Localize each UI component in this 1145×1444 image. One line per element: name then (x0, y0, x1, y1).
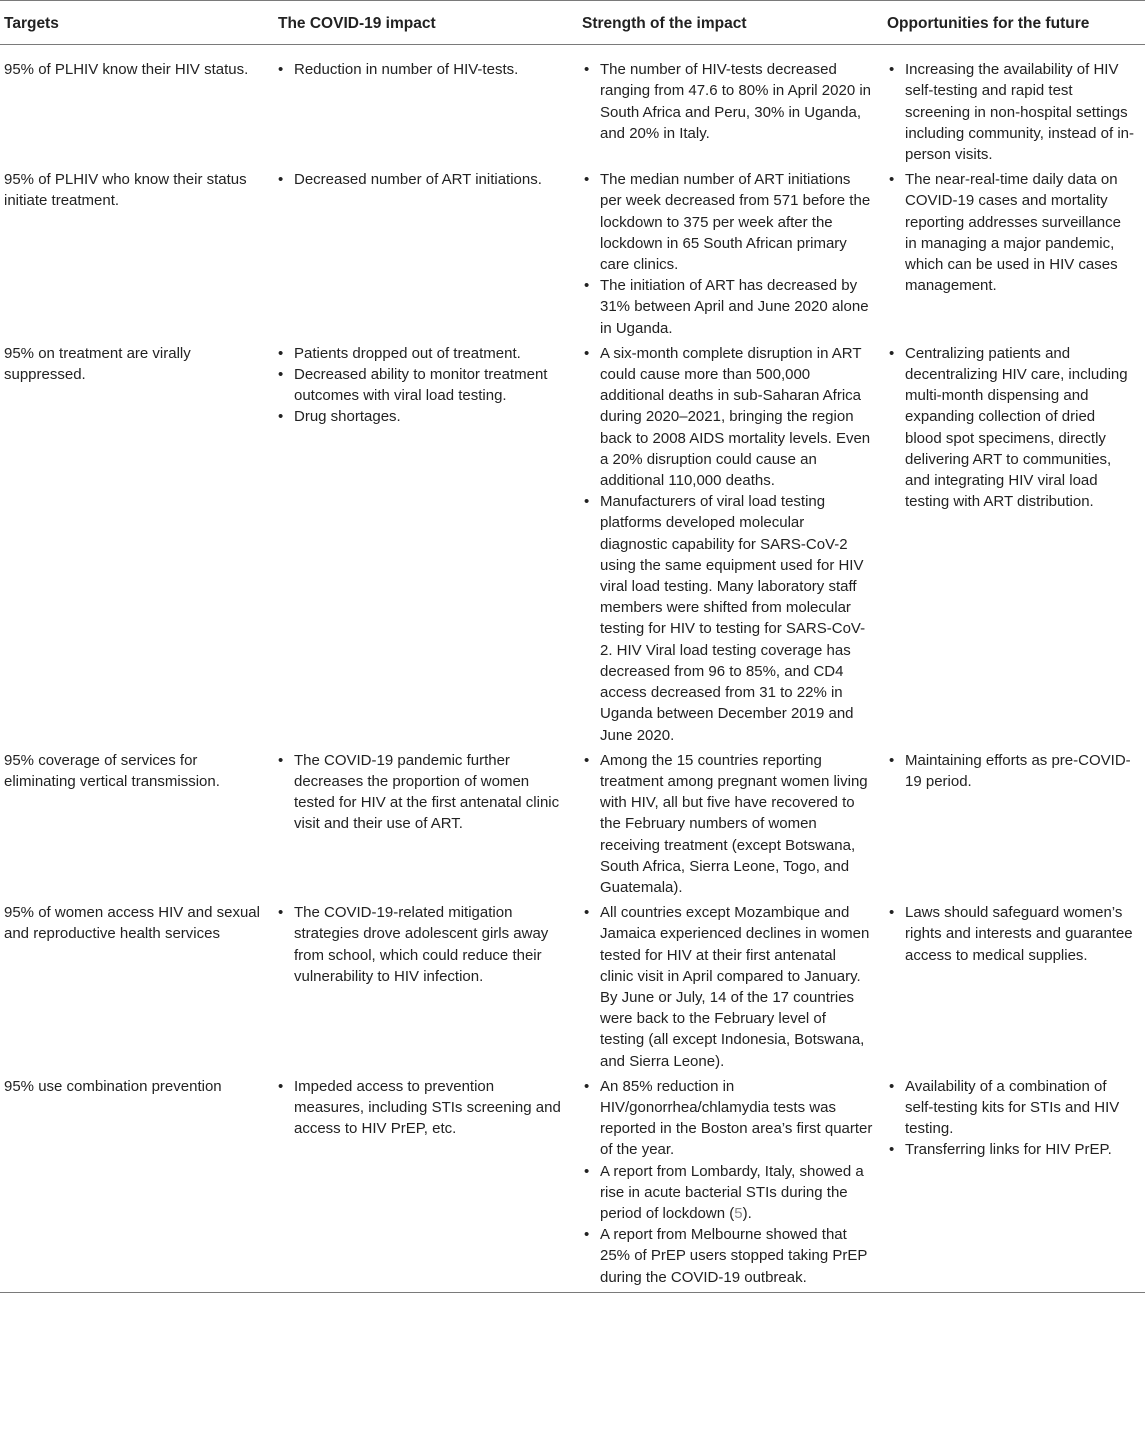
strength-cell (578, 898, 883, 1072)
table-row (0, 1072, 1145, 1293)
target-cell: 95% on treatment are virally suppressed. (4, 344, 191, 384)
list-item: • Reduction in number of HIV-tests. (278, 59, 568, 80)
opportunities-cell (883, 45, 1145, 166)
list-item: • Manufacturers of viral load testing platforms developed molecular diagnostic capability for SARS-CoV-2 using the same equipment used for HIV viral load testing. Many laboratory staff members were shifted from molecular testing for HIV to testing for SARS-CoV-2. HIV Viral load testing coverage has decreased from 96 to 85%, and CD4 access decreased from 31 to 22% in Uganda between December 2019 and June 2020. (584, 491, 873, 745)
list-item: • The median number of ART initiations per week decreased from 571 before the lockdown to 375 per week after the lockdown in 65 South African primary care clinics. (584, 169, 873, 275)
list-item: • The COVID-19-related mitigation strategies drove adolescent girls away from school, which could reduce their vulnerability to HIV infection. (278, 902, 568, 987)
list-item: • Decreased number of ART initiations. (278, 169, 568, 190)
list-item: • Drug shortages. (278, 406, 568, 427)
list-item: • All countries except Mozambique and Jamaica experienced declines in women tested for HIV at their first antenatal clinic visit in April compared to January. By June or July, 14 of the 17 countries were back to the February level of testing (all except Indonesia, Botswana, and Sierra Leone). (584, 902, 873, 1072)
table-row (0, 898, 1145, 1072)
impact-cell (274, 339, 578, 746)
list-item: • The near-real-time daily data on COVID-19 cases and mortality reporting addresses surveillance in managing a major pandemic, which can be used in HIV cases management. (889, 169, 1135, 296)
target-cell: 95% use combination prevention (0, 1072, 274, 1293)
list-item: • Among the 15 countries reporting treatment among pregnant women living with HIV, all but five have recovered to the February numbers of women receiving treatment (except Botswana, South Africa, Sierra Leone, Togo, and Guatemala). (584, 750, 873, 898)
impact-cell (274, 746, 578, 898)
opportunities-cell (883, 165, 1145, 339)
target-cell: 95% coverage of services for eliminating vertical transmission. (4, 751, 220, 790)
impact-cell (274, 898, 578, 1072)
list-item: • Maintaining efforts as pre-COVID-19 period. (889, 750, 1135, 792)
impact-cell (274, 165, 578, 339)
list-item-text-end: ). (742, 1204, 752, 1222)
list-item: • Laws should safeguard women’s rights and interests and guarantee access to medical supplies. (889, 902, 1135, 966)
header-targets: Targets (0, 1, 274, 45)
list-item: • Patients dropped out of treatment. (278, 343, 568, 364)
header-strength: Strength of the impact (578, 1, 883, 45)
target-cell: 95% of PLHIV know their HIV status. (4, 61, 249, 79)
table-row (0, 746, 1145, 898)
list-item-text: A report from Lombardy, Italy, showed a rise in acute bacterial STIs during the period of lockdown ( (600, 1162, 864, 1222)
list-item: • An 85% reduction in HIV/gonorrhea/chlamydia tests was reported in the Boston area’s first quarter of the year. (584, 1076, 873, 1161)
table-row (0, 165, 1145, 339)
header-row (0, 1, 1145, 45)
list-item: • Centralizing patients and decentralizing HIV care, including multi-month dispensing and expanding collection of dried blood spot specimens, directly delivering ART to communities, and integrating HIV viral load testing with ART distribution. (889, 343, 1135, 513)
list-item: • A six-month complete disruption in ART could cause more than 500,000 additional deaths in sub-Saharan Africa during 2020–2021, bringing the region back to 2008 AIDS mortality levels. Even a 20% disruption could cause an additional 110,000 deaths. (584, 343, 873, 491)
strength-cell (578, 339, 883, 746)
list-item-with-ref (584, 1161, 873, 1225)
strength-cell (578, 165, 883, 339)
target-cell: 95% of women access HIV and sexual and reproductive health services (4, 904, 260, 943)
header-opportunities: Opportunities for the future (883, 1, 1145, 45)
reference-link[interactable]: 5 (734, 1204, 743, 1222)
list-item: • Increasing the availability of HIV self-testing and rapid test screening in non-hospital settings including community, instead of in-person visits. (889, 59, 1135, 165)
list-item: • Impeded access to prevention measures, including STIs screening and access to HIV PrEP, etc. (278, 1076, 568, 1140)
table-row (0, 339, 1145, 746)
strength-cell (578, 45, 883, 166)
list-item: • The initiation of ART has decreased by 31% between April and June 2020 alone in Uganda. (584, 275, 873, 339)
opportunities-cell (883, 1072, 1145, 1293)
impact-cell (274, 1072, 578, 1293)
list-item: • A report from Melbourne showed that 25% of PrEP users stopped taking PrEP during the COVID-19 outbreak. (584, 1224, 873, 1288)
opportunities-cell (883, 898, 1145, 1072)
strength-cell (578, 746, 883, 898)
target-cell: 95% of PLHIV who know their status initiate treatment. (4, 171, 247, 210)
list-item: • Transferring links for HIV PrEP. (889, 1139, 1135, 1160)
header-covid-impact: The COVID-19 impact (274, 1, 578, 45)
impact-cell (274, 45, 578, 166)
list-item: • Availability of a combination of self-testing kits for STIs and HIV testing. (889, 1076, 1135, 1140)
opportunities-cell (883, 339, 1145, 746)
list-item: • Decreased ability to monitor treatment outcomes with viral load testing. (278, 364, 568, 406)
list-item: • The COVID-19 pandemic further decreases the proportion of women tested for HIV at the first antenatal clinic visit and their use of ART. (278, 750, 568, 835)
opportunities-cell (883, 746, 1145, 898)
list-item: • The number of HIV-tests decreased ranging from 47.6 to 80% in April 2020 in South Africa and Peru, 30% in Uganda, and 20% in Italy. (584, 59, 873, 144)
strength-cell (578, 1072, 883, 1293)
table-row (0, 45, 1145, 166)
